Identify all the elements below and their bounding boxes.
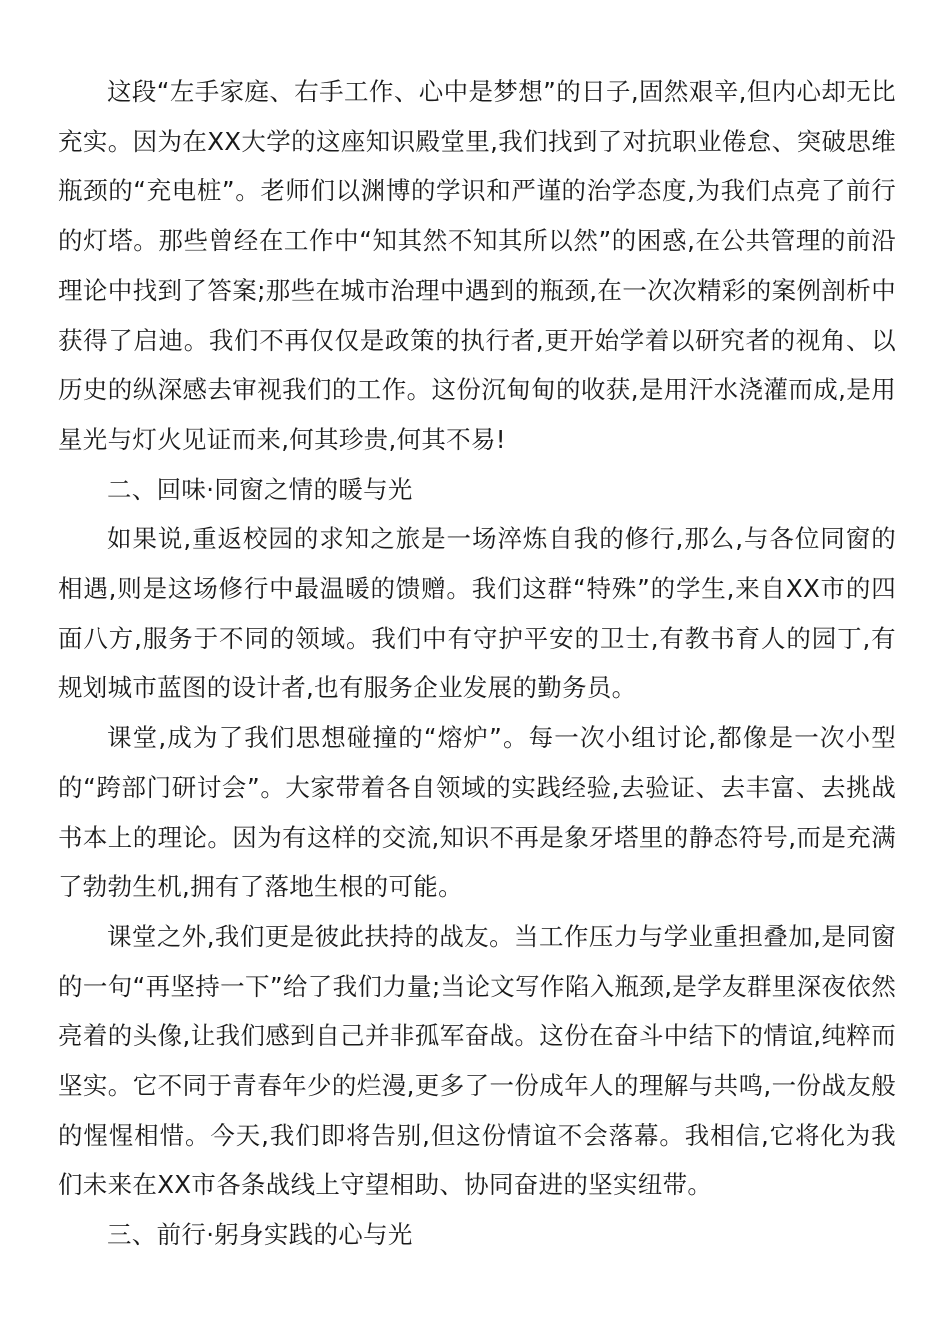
paragraph-reflection: 这段“左手家庭、右手工作、心中是梦想”的日子,固然艰辛,但内心却无比充实。因为在XX大学的这座知识殿堂里,我们找到了对抗职业倦怠、突破思维瓶颈的“充电桩”。老师们以渊博的学识和严谨的治学态度,为我们点亮了前行的灯塔。那些曾经在工作中“知其然不知其所以然”的困惑,在公共管理的前沿理论中找到了答案;那些在城市治理中遇到的瓶颈,在一次次精彩的案例剖析中获得了启迪。我们不再仅仅是政策的执行者,更开始学着以研究者的视角、以历史的纵深感去审视我们的工作。这份沉甸甸的收获,是用汗水浇灌而成,是用星光与灯火见证而来,何其珍贵,何其不易! [58, 77, 896, 454]
document-body [58, 67, 896, 1260]
paragraph-classroom: 课堂,成为了我们思想碰撞的“熔炉”。每一次小组讨论,都像是一次小型的“跨部门研讨会”。大家带着各自领域的实践经验,去验证、去丰富、去挑战书本上的理论。因为有这样的交流,知识不再是象牙塔里的静态符号,而是充满了勃勃生机,拥有了落地生根的可能。 [58, 723, 896, 902]
paragraph-beyond-classroom: 课堂之外,我们更是彼此扶持的战友。当工作压力与学业重担叠加,是同窗的一句“再坚持一下”给了我们力量;当论文写作陷入瓶颈,是学友群里深夜依然亮着的头像,让我们感到自己并非孤军奋战。这份在奋斗中结下的情谊,纯粹而坚实。它不同于青春年少的烂漫,更多了一份成年人的理解与共鸣,一份战友般的惺惺相惜。今天,我们即将告别,但这份情谊不会落幕。我相信,它将化为我们未来在XX市各条战线上守望相助、协同奋进的坚实纽带。 [58, 921, 896, 1200]
section-heading-classmates: 二、回味·同窗之情的暖与光 [107, 474, 413, 504]
paragraph-classmates-intro: 如果说,重返校园的求知之旅是一场淬炼自我的修行,那么,与各位同窗的相遇,则是这场修行中最温暖的馈赠。我们这群“特殊”的学生,来自XX市的四面八方,服务于不同的领域。我们中有守护平安的卫士,有教书育人的园丁,有规划城市蓝图的设计者,也有服务企业发展的勤务员。 [58, 524, 896, 703]
section-heading-practice: 三、前行·躬身实践的心与光 [107, 1220, 413, 1250]
